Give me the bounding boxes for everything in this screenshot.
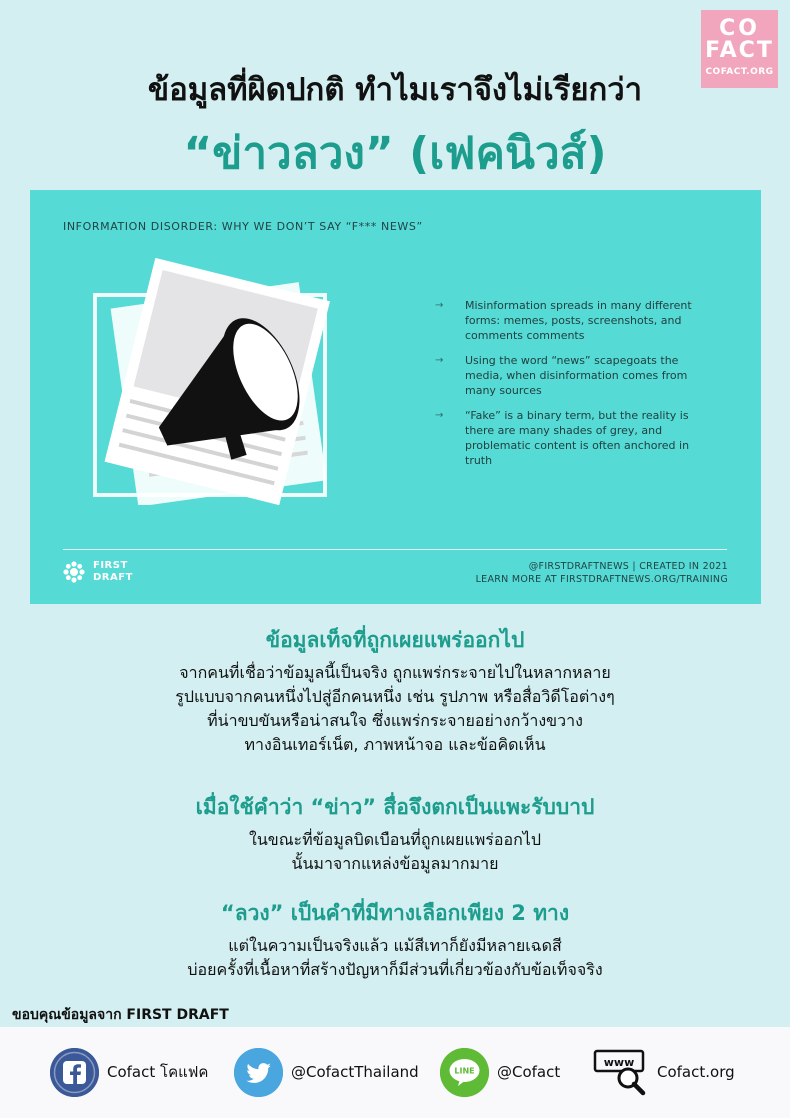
line-label: @Cofact (497, 1063, 561, 1081)
facebook-link[interactable] (50, 1047, 208, 1097)
bullet-item (435, 298, 695, 343)
page-title: ข้อมูลที่ผิดปกติ ทำไมเราจึงไม่เรียกว่า (147, 72, 643, 108)
arrow-right-icon: → (435, 410, 444, 421)
first-draft-star-icon (63, 561, 85, 583)
twitter-icon (234, 1048, 283, 1097)
twitter-link[interactable] (234, 1047, 419, 1097)
social-footer (0, 1027, 790, 1118)
arrow-right-icon: → (435, 355, 444, 366)
section-line: รูปแบบจากคนหนึ่งไปสู่อีกคนหนึ่ง เช่น รูปภาพ หรือสื่อวิดีโอต่างๆ (175, 687, 615, 706)
logo-line-2: FACT (705, 38, 774, 63)
slide-bullet-list (435, 298, 695, 478)
bullet-text: “Fake” is a binary term, but the reality is there are many shades of grey, and problematic content is often anchored in truth (465, 409, 690, 467)
section-line: ทางอินเทอร์เน็ต, ภาพหน้าจอ และข้อคิดเห็น (244, 735, 546, 754)
slide-divider (63, 549, 727, 550)
section-misinformation (0, 624, 790, 757)
arrow-right-icon: → (435, 300, 444, 311)
section-line: แต่ในความเป็นจริงแล้ว แม้สีเทาก็ยังมีหลายเฉดสี (228, 936, 562, 955)
credit-line-2: LEARN MORE AT FIRSTDRAFTNEWS.ORG/TRAINING (475, 574, 728, 585)
brand-line-2: DRAFT (93, 572, 133, 583)
line-icon-text: LINE (454, 1066, 475, 1075)
section-line: นั้นมาจากแหล่งข้อมูลมากมาย (291, 854, 499, 873)
section-news-word (0, 791, 790, 876)
slide-heading: INFORMATION DISORDER: WHY WE DON’T SAY “F*** NEWS” (63, 220, 423, 233)
slide-credit (476, 560, 728, 586)
first-draft-logo (63, 558, 183, 588)
facebook-icon (50, 1048, 99, 1097)
section-line: จากคนที่เชื่อว่าข้อมูลนี้เป็นจริง ถูกแพร่กระจายไปในหลากหลาย (179, 663, 611, 682)
brand-line-1: FIRST (93, 560, 128, 571)
logo-line-1: CO (719, 16, 760, 41)
credit-line-1: @FIRSTDRAFTNEWS | CREATED IN 2021 (528, 561, 728, 572)
bullet-item (435, 408, 695, 468)
section-line: บ่อยครั้งที่เนื้อหาที่สร้างปัญหาก็มีส่วนที่เกี่ยวข้องกับข้อเท็จจริง (187, 960, 603, 979)
line-icon (440, 1048, 489, 1097)
www-text: www (603, 1055, 635, 1069)
line-link[interactable] (440, 1047, 560, 1097)
thanks-credit: ขอบคุณข้อมูลจาก FIRST DRAFT (12, 1007, 229, 1023)
logo-url: COFACT.ORG (705, 67, 774, 77)
bullet-text: Misinformation spreads in many different forms: memes, posts, screenshots, and comments comments (465, 299, 692, 342)
info-slide (30, 190, 761, 604)
website-search-icon (593, 1048, 649, 1097)
section-heading: เมื่อใช้คำว่า “ข่าว” สื่อจึงตกเป็นแพะรับบาป (195, 795, 595, 819)
section-heading: “ลวง” เป็นคำที่มีทางเลือกเพียง 2 ทาง (220, 901, 570, 925)
twitter-label: @CofactThailand (291, 1063, 419, 1081)
first-draft-wordmark (93, 560, 133, 584)
section-fake-word (0, 897, 790, 982)
section-line: ในขณะที่ข้อมูลบิดเบือนที่ถูกเผยแพร่ออกไป (249, 830, 541, 849)
section-heading: ข้อมูลเท็จที่ถูกเผยแพร่ออกไป (265, 628, 525, 652)
website-link[interactable] (593, 1047, 735, 1097)
bullet-item (435, 353, 695, 398)
facebook-label: Cofact โคแฟค (107, 1063, 209, 1081)
website-label: Cofact.org (657, 1063, 735, 1081)
page-subtitle: “ข่าวลวง” (เฟคนิวส์) (183, 128, 607, 179)
bullet-text: Using the word “news” scapegoats the media, when disinformation comes from many sources (465, 354, 688, 397)
megaphone-icon (85, 255, 335, 505)
section-line: ที่น่าขบขันหรือน่าสนใจ ซึ่งแพร่กระจายอย่างกว้างขวาง (207, 711, 583, 730)
